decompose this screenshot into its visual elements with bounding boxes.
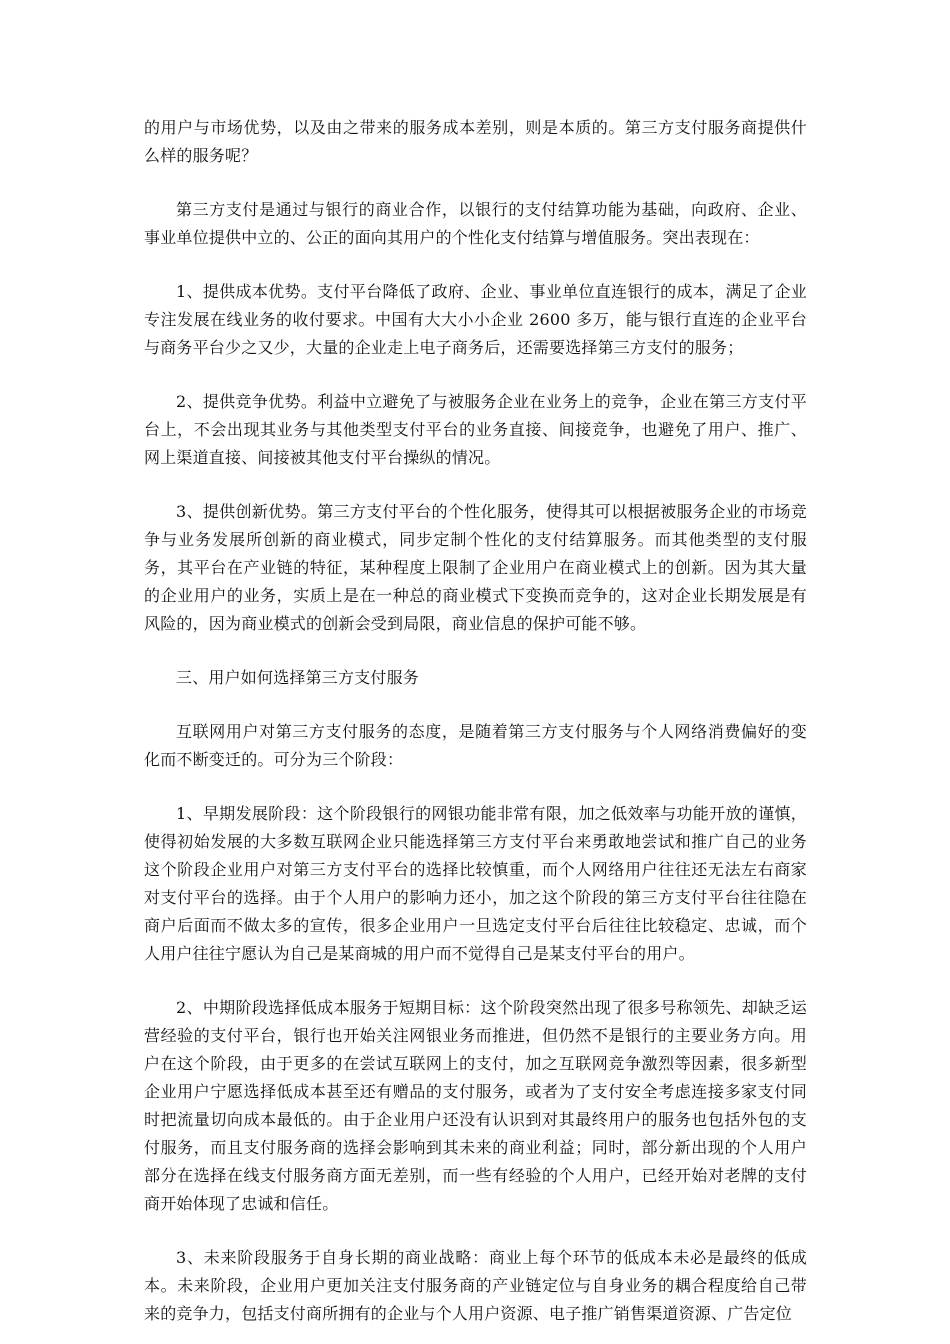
paragraph-early-stage: 1、早期发展阶段：这个阶段银行的网银功能非常有限，加之低效率与功能开放的谨慎，使得初始发展的大多数互联网企业只能选择第三方支付平台来勇敢地尝试和推广自己的业务这个阶段企业用户对第三方支付平台的选择比较慎重，而个人网络用户往往还无法左右商家对支付平台的选择。由于个人用户的影响力还小，加之这个阶段的第三方支付平台往往隐在商户后面而不做太多的宣传，很多企业用户一旦选定支付平台后往往比较稳定、忠诚，而个人用户往往宁愿认为自己是某商城的用户而不觉得自己是某支付平台的用户。 <box>144 804 807 963</box>
paragraph-third-party-payment-intro: 第三方支付是通过与银行的商业合作，以银行的支付结算功能为基础，向政府、企业、事业单位提供中立的、公正的面向其用户的个性化支付结算与增值服务。突出表现在： <box>144 200 807 247</box>
paragraph-cost-advantage: 1、提供成本优势。支付平台降低了政府、企业、事业单位直连银行的成本，满足了企业专注发展在线业务的收付要求。中国有大大小小企业 2600 多万，能与银行直连的企业平台与商务平台少之又少，大量的企业走上电子商务后，还需要选择第三方支付的服务； <box>144 282 807 357</box>
section-heading-user-selection: 三、用户如何选择第三方支付服务 <box>176 668 420 687</box>
paragraph-competition-advantage: 2、提供竞争优势。利益中立避免了与被服务企业在业务上的竞争，企业在第三方支付平台上，不会出现其业务与其他类型支付平台的业务直接、间接竞争，也避免了用户、推广、网上渠道直接、间接被其他支付平台操纵的情况。 <box>144 392 807 467</box>
paragraph-innovation-advantage: 3、提供创新优势。第三方支付平台的个性化服务，使得其可以根据被服务企业的市场竞争与业务发展所创新的商业模式，同步定制个性化的支付结算服务。而其他类型的支付服务，其平台在产业链的特征，某种程度上限制了企业用户在商业模式上的创新。因为其大量的企业用户的业务，实质上是在一种总的商业模式下变换而竞争的，这对企业长期发展是有风险的，因为商业模式的创新会受到局限，商业信息的保护可能不够。 <box>144 502 807 633</box>
paragraph-user-attitude: 互联网用户对第三方支付服务的态度，是随着第三方支付服务与个人网络消费偏好的变化而不断变迁的。可分为三个阶段： <box>144 722 807 769</box>
paragraph-continuation: 的用户与市场优势，以及由之带来的服务成本差别，则是本质的。第三方支付服务商提供什么样的服务呢？ <box>144 118 807 165</box>
paragraph-middle-stage: 2、中期阶段选择低成本服务于短期目标：这个阶段突然出现了很多号称领先、却缺乏运营经验的支付平台，银行也开始关注网银业务而推进，但仍然不是银行的主要业务方向。用户在这个阶段，由于更多的在尝试互联网上的支付，加之互联网竞争激烈等因素，很多新型企业用户宁愿选择低成本甚至还有赠品的支付服务，或者为了支付安全考虑连接多家支付同时把流量切向成本最低的。由于企业用户还没有认识到对其最终用户的服务也包括外包的支付服务，而且支付服务商的选择会影响到其未来的商业利益；同时，部分新出现的个人用户部分在选择在线支付服务商方面无差别，而一些有经验的个人用户，已经开始对老牌的支付商开始体现了忠诚和信任。 <box>144 998 807 1213</box>
paragraph-future-stage: 3、未来阶段服务于自身长期的商业战略：商业上每个环节的低成本未必是最终的低成本。未来阶段，企业用户更加关注支付服务商的产业链定位与自身业务的耦合程度给自己带来的竞争力，包括支付商所拥有的企业与个人用户资源、电子推广销售渠道资源、广告定位 <box>144 1248 807 1323</box>
